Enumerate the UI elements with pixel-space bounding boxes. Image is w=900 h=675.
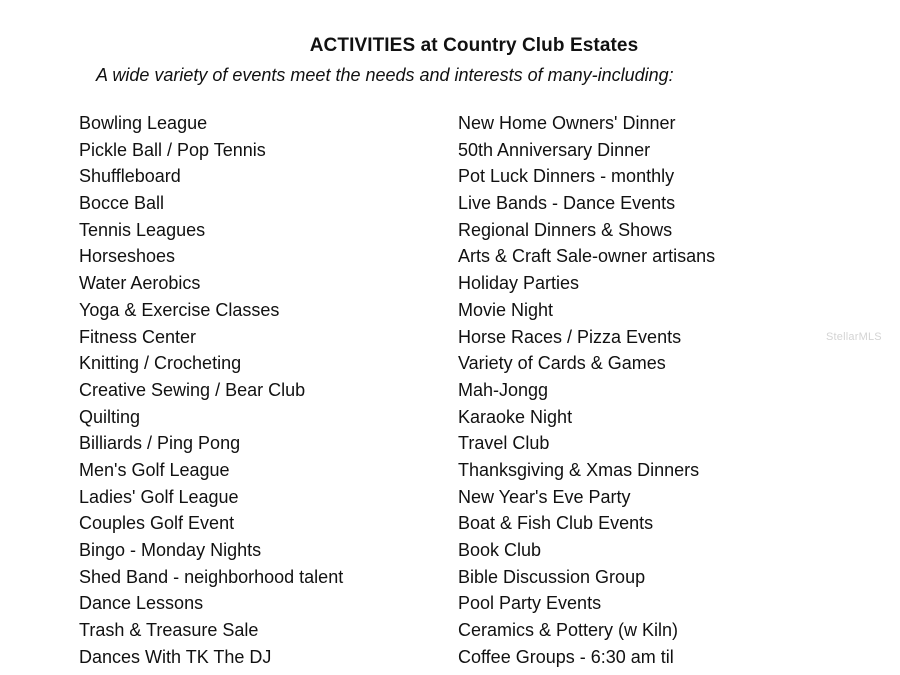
activities-left-column bbox=[79, 110, 343, 670]
activity-item: Regional Dinners & Shows bbox=[458, 219, 673, 240]
activity-item: Quilting bbox=[79, 406, 141, 427]
activity-item: Yoga & Exercise Classes bbox=[79, 299, 280, 320]
activity-item: Bible Discussion Group bbox=[458, 566, 646, 587]
activity-item: New Home Owners' Dinner bbox=[458, 113, 676, 133]
activity-item: Bocce Ball bbox=[79, 193, 165, 214]
activity-item: Pot Luck Dinners - monthly bbox=[458, 166, 675, 187]
activity-item: Shuffleboard bbox=[79, 166, 181, 187]
activity-item: Horse Races / Pizza Events bbox=[458, 326, 682, 347]
activity-item: Boat & Fish Club Events bbox=[458, 513, 654, 534]
activity-item: Book Club bbox=[458, 540, 542, 560]
activity-item: Horseshoes bbox=[79, 246, 176, 267]
activity-item: Creative Sewing / Bear Club bbox=[79, 379, 306, 400]
activities-right-column bbox=[458, 110, 715, 670]
activity-item: Couples Golf Event bbox=[79, 513, 235, 534]
activity-item: Ladies' Golf League bbox=[79, 486, 239, 507]
activity-item: Water Aerobics bbox=[79, 273, 201, 294]
document-subtitle: A wide variety of events meet the needs and interests of many-including: bbox=[96, 65, 674, 85]
activity-item: Knitting / Crocheting bbox=[79, 353, 242, 374]
activity-item: Trash & Treasure Sale bbox=[79, 620, 259, 641]
activity-item: Movie Night bbox=[458, 299, 554, 320]
activity-item: Shed Band - neighborhood talent bbox=[79, 566, 344, 587]
activity-item: Pickle Ball / Pop Tennis bbox=[79, 139, 266, 160]
activity-item: Mah-Jongg bbox=[458, 379, 549, 400]
document-title: ACTIVITIES at Country Club Estates bbox=[309, 35, 639, 56]
activity-item: Variety of Cards & Games bbox=[458, 353, 666, 374]
activity-item: Arts & Craft Sale-owner artisans bbox=[458, 246, 716, 267]
activity-item: Holiday Parties bbox=[458, 273, 580, 294]
activity-item: Fitness Center bbox=[79, 326, 197, 347]
activity-item: Tennis Leagues bbox=[79, 219, 206, 240]
activity-item: Thanksgiving & Xmas Dinners bbox=[458, 459, 700, 480]
activity-item: Men's Golf League bbox=[79, 459, 230, 480]
activity-item: Coffee Groups - 6:30 am til bbox=[458, 646, 674, 667]
activity-item: 50th Anniversary Dinner bbox=[458, 139, 651, 160]
watermark: StellarMLS bbox=[826, 331, 882, 343]
activity-item: Dances With TK The DJ bbox=[79, 646, 272, 667]
activity-item: Dance Lessons bbox=[79, 593, 204, 614]
activity-item: Pool Party Events bbox=[458, 593, 602, 614]
activity-item: Live Bands - Dance Events bbox=[458, 193, 676, 214]
activity-item: Ceramics & Pottery (w Kiln) bbox=[458, 620, 679, 641]
activity-item: Billiards / Ping Pong bbox=[79, 433, 241, 454]
activity-item: Bowling League bbox=[79, 113, 208, 133]
activity-item: New Year's Eve Party bbox=[458, 486, 631, 507]
activity-item: Travel Club bbox=[458, 433, 550, 454]
activity-item: Karaoke Night bbox=[458, 406, 573, 427]
activity-item: Bingo - Monday Nights bbox=[79, 540, 262, 560]
